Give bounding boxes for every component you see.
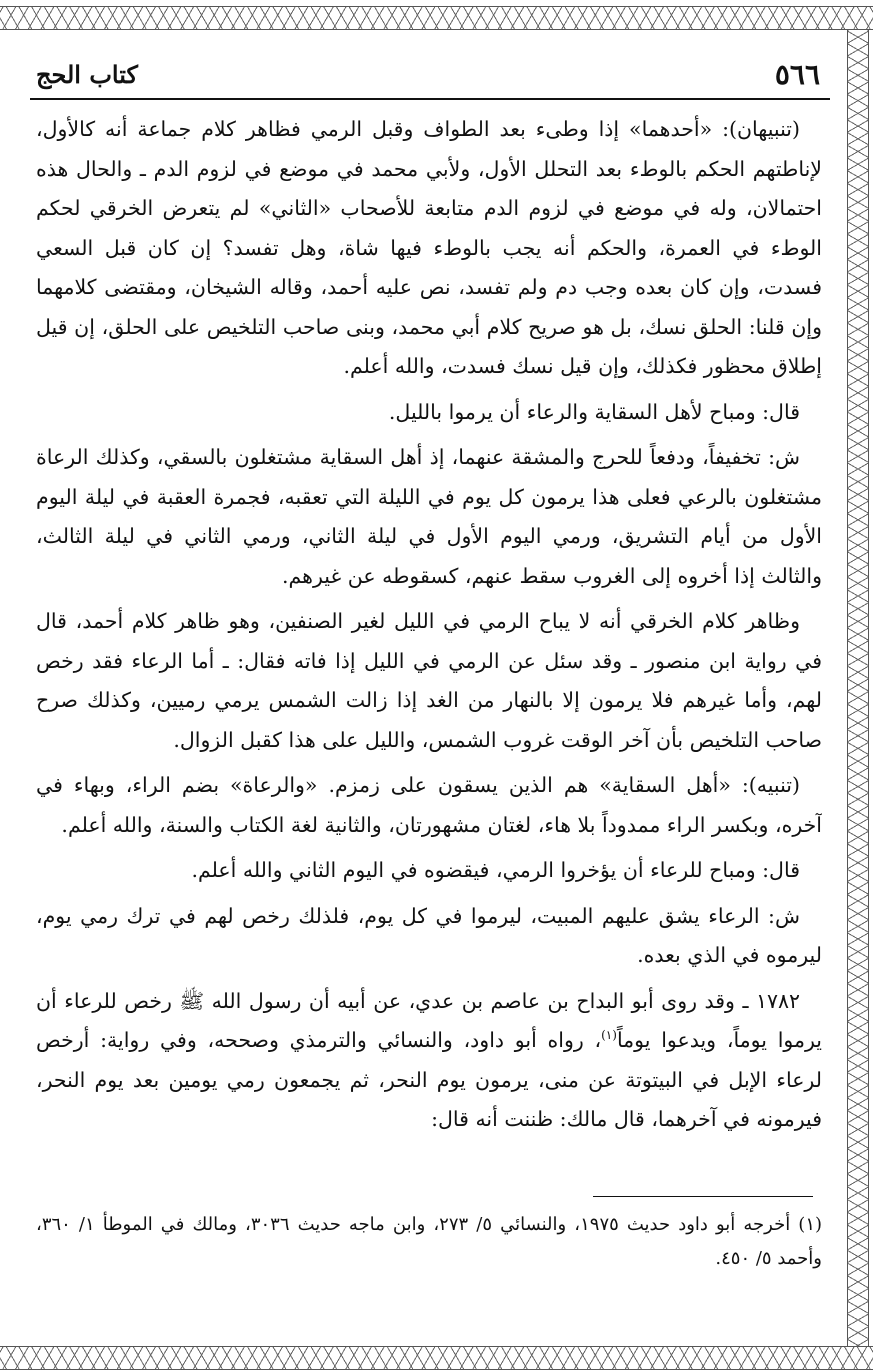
- footnote-1: (١) أخرجه أبو داود حديث ١٩٧٥، والنسائي ٥/ ٢٧٣، وابن ماجه حديث ٣٠٣٦، ومالك في الموطأ ١/ ٣٦٠، وأحمد ٥/ ٤٥٠.: [36, 1214, 822, 1269]
- paragraph-kharqi-opinion: وظاهر كلام الخرقي أنه لا يباح الرمي في الليل لغير الصنفين، وهو ظاهر كلام أحمد، قال في رواية ابن منصور ـ وقد سئل عن الرمي في الليل إذا فاته فقال: ـ أما الرعاء فقد رخص لهم، وأما غيرهم فلا يرمون إلا بالنهار من الغد إذا زالت الشمس يرمي رميين، وكذلك صرح صاحب التلخيص بأن آخر الوقت غروب الشمس، والليل على هذا كقبل الزوال.: [36, 609, 822, 752]
- footnote-reference[interactable]: (١): [601, 1028, 617, 1043]
- hadith-text-start: ١٧٨٢ ـ وقد روى أبو البداح بن عاصم بن عدي، عن أبيه أن رسول الله ﷺ رخص للرعاء أن يرموا يوماً، ويدعوا يوماً: [36, 988, 822, 1052]
- book-title: كتاب الحج: [36, 60, 138, 89]
- bottom-ornamental-border: [0, 1346, 873, 1370]
- footnote-divider: [593, 1196, 813, 1197]
- paragraph-tanbih-ahl-siqaya: (تنبيه): «أهل السقاية» هم الذين يسقون على زمزم. «والرعاة» بضم الراء، وبهاء في آخره، وبكسر الراء ممدوداً بلا هاء، لغتان مشهورتان، والثانية لغة الكتاب والسنة، والله أعلم.: [36, 773, 822, 837]
- right-ornamental-border: [847, 30, 869, 1346]
- paragraph-hadith-1782: [36, 982, 822, 1140]
- paragraph-tanbihan: (تنبيهان): «أحدهما» إذا وطىء بعد الطواف وقبل الرمي فظاهر كلام جماعة أنه كالأول، لإناطتهم الحكم بالوطء بعد التحلل الأول، ولأبي محمد في موضع في لزوم الدم ـ والحال هذه احتمالان، وله في موضع في لزوم الدم متابعة للأصحاب «الثاني» لم يتعرض الخرقي لحكم الوطء في العمرة، والحكم أنه يجب بالوطء فيها شاة، وهل تفسد؟ إن كان قبل السعي فسدت، وإن كان بعده وجب دم ولم تفسد، نص عليه أحمد، وقاله الشيخان، ومقتضى كلامهما وإن قلنا: الحلق نسك، بل هو صريح كلام أبي محمد، وبنى صاحب التلخيص على الحلق، إن قيل إطلاق محظور فكذلك، وإن قيل نسك فسدت، والله أعلم.: [36, 117, 822, 378]
- top-ornamental-border: [0, 6, 873, 30]
- paragraph-sharh-delay: ش: الرعاء يشق عليهم المبيت، ليرموا في كل يوم، فلذلك رخص لهم في ترك رمي يوم، ليرموه في الذي بعده.: [36, 903, 822, 967]
- paragraph-sharh-night-throwing: ش: تخفيفاً، ودفعاً للحرج والمشقة عنهما، إذ أهل السقاية مشتغلون بالسقي، وكذلك الرعاة مشتغلون بالرعي فعلى هذا يرمون كل يوم في الليلة التي تعقبه، فجمرة العقبة في ليلة اليوم الأول من أيام التشريق، ورمي اليوم الأول في ليلة الثاني، ورمي الثاني في ليلة الثالث، والثالث إذا أخروه إلى الغروب سقط عنهم، كسقوطه عن غيرهم.: [36, 445, 822, 588]
- page-header: [30, 52, 830, 100]
- hadith-text-end: ، رواه أبو داود، والنسائي والترمذي وصححه، وفي رواية: أرخص لرعاء الإبل في البيتوتة عن منى، يرمون يوم النحر، ثم يجمعون رمي يومين بعد يوم النحر، فيرمونه في آخرهما، قال مالك: ظننت أنه قال:: [36, 1028, 822, 1131]
- paragraph-matn-night-throwing: قال: ومباح لأهل السقاية والرعاء أن يرموا بالليل.: [388, 399, 800, 424]
- page-body: [36, 110, 822, 1150]
- paragraph-matn-delay: قال: ومباح للرعاء أن يؤخروا الرمي، فيقضوه في اليوم الثاني والله أعلم.: [191, 858, 800, 882]
- page-number: ٥٦٦: [774, 58, 820, 91]
- footnotes: [36, 1208, 822, 1328]
